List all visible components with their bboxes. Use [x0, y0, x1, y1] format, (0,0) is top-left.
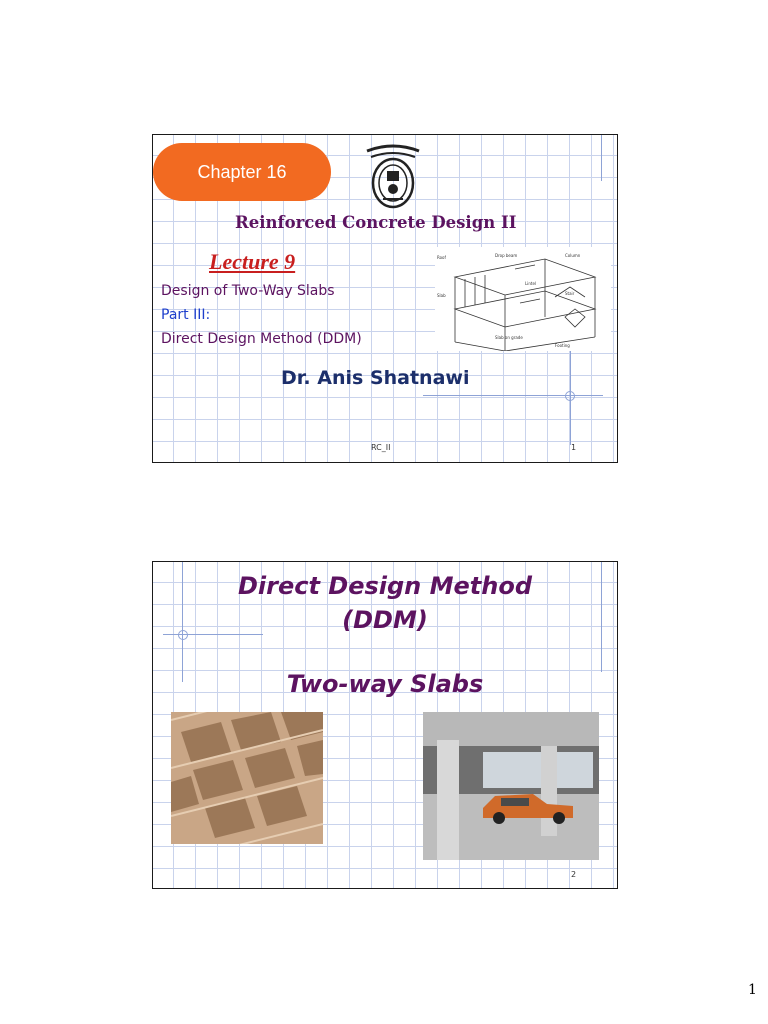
topic-line-1: Design of Two-Way Slabs	[161, 283, 335, 299]
svg-text:Slab: Slab	[437, 293, 446, 298]
decor-line	[423, 395, 603, 396]
svg-text:Footing: Footing	[555, 343, 570, 348]
waffle-slab-photo	[171, 712, 323, 844]
building-frame-diagram	[435, 247, 611, 351]
slide-title-line-3: Two-way Slabs	[286, 670, 484, 698]
course-title: Reinforced Concrete Design II	[235, 213, 517, 232]
slide-title-line-2: (DDM)	[342, 606, 428, 634]
slide-number: 1	[571, 443, 577, 452]
slide-1	[152, 134, 618, 463]
author-name: Dr. Anis Shatnawi	[281, 367, 470, 389]
slide-number: 2	[571, 870, 577, 879]
slide-2	[152, 561, 618, 889]
slide-title-line-1: Direct Design Method	[237, 572, 533, 600]
parking-garage-photo	[423, 712, 599, 860]
svg-text:Column: Column	[565, 253, 581, 258]
svg-text:Roof: Roof	[437, 255, 446, 260]
page-number: 1	[748, 982, 757, 998]
decor-circle	[565, 391, 575, 401]
lecture-label: Lecture 9	[209, 249, 296, 274]
university-seal-icon	[361, 141, 425, 211]
topic-line-2: Part III:	[161, 307, 211, 323]
svg-text:Stair: Stair	[565, 291, 575, 296]
slide-footer-label: RC_II	[371, 443, 391, 452]
svg-text:Slab on grade: Slab on grade	[495, 335, 523, 340]
chapter-badge: Chapter 16	[153, 143, 331, 201]
decor-line	[601, 135, 602, 181]
svg-text:Lintel: Lintel	[525, 281, 537, 286]
topic-line-3: Direct Design Method (DDM)	[161, 331, 362, 347]
svg-text:Drop beam: Drop beam	[495, 253, 518, 258]
